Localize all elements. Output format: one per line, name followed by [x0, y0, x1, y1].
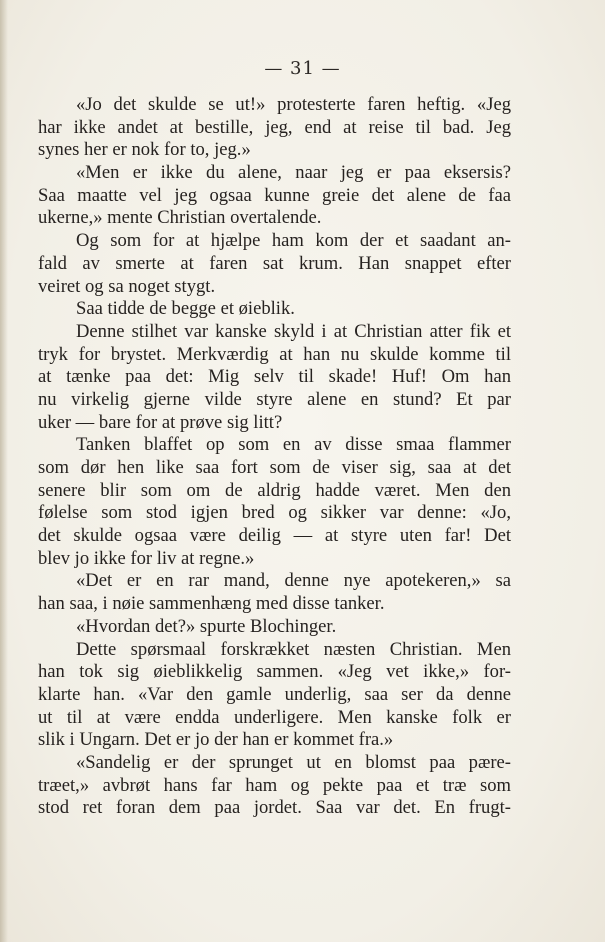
text-line: træet,» avbrøt hans far ham og pekte paa et træ som	[38, 774, 511, 796]
text-line: klarte han. «Var den gamle underlig, saa ser da denne	[38, 683, 511, 705]
text-line: følelse som stod igjen bred og sikker var denne: «Jo,	[38, 502, 511, 524]
body-text	[38, 94, 511, 820]
text-line: Denne stilhet var kanske skyld i at Christian atter fik et	[76, 320, 511, 342]
text-line: ut til at være endda underligere. Men kanske folk er	[38, 706, 511, 728]
text-line: Saa maatte vel jeg ogsaa kunne greie det alene de faa	[38, 184, 511, 206]
text-line: slik i Ungarn. Det er jo der han er kommet fra.»	[38, 729, 394, 751]
text-line: at tænke paa det: Mig selv til skade! Huf! Om han	[38, 366, 511, 388]
text-line: blev jo ikke for liv at regne.»	[38, 547, 255, 569]
text-line: «Hvordan det?» spurte Blochinger.	[76, 615, 337, 637]
text-line: stod ret foran dem paa jordet. Saa var det. En frugt-	[38, 797, 511, 819]
text-line: har ikke andet at bestille, jeg, end at reise til bad. Jeg	[38, 116, 511, 138]
text-line: senere blir som om de aldrig hadde været. Men den	[38, 479, 511, 501]
text-line: Saa tidde de begge et øieblik.	[76, 298, 295, 320]
text-line: som dør hen like saa fort som de viser sig, saa at det	[38, 457, 511, 478]
text-line: han tok sig øieblikkelig sammen. «Jeg vet ikke,» for-	[38, 661, 511, 683]
text-line: Dette spørsmaal forskrækket næsten Christian. Men	[76, 638, 511, 660]
text-line: nu virkelig gjerne vilde styre alene en stund? Et par	[38, 388, 511, 410]
text-line: han saa, i nøie sammenhæng med disse tanker.	[38, 593, 385, 615]
text-line: Og som for at hjælpe ham kom der et saadant an-	[76, 230, 511, 252]
text-line: veiret og sa noget stygt.	[38, 275, 216, 297]
page-edge-shadow	[0, 0, 8, 942]
text-line: det skulde ogsaa være deilig — at styre uten far! Det	[38, 525, 511, 547]
text-line: Tanken blaffet op som en av disse smaa flammer	[76, 434, 511, 456]
text-line: ukerne,» mente Christian overtalende.	[38, 207, 322, 229]
text-line: «Det er en rar mand, denne nye apotekeren,» sa	[76, 570, 511, 592]
text-line: synes her er nok for to, jeg.»	[38, 139, 251, 161]
text-line: tryk for brystet. Merkværdig at han nu skulde komme til	[38, 343, 511, 365]
text-line: «Sandelig er der sprunget ut en blomst paa pære-	[76, 751, 511, 773]
text-line: «Men er ikke du alene, naar jeg er paa eksersis?	[76, 162, 511, 184]
text-line: uker — bare for at prøve sig litt?	[38, 411, 283, 433]
page-number: — 31 —	[264, 58, 341, 79]
text-line: «Jo det skulde se ut!» protesterte faren heftig. «Jeg	[76, 94, 511, 115]
text-line: fald av smerte at faren sat krum. Han snappet efter	[38, 252, 511, 274]
